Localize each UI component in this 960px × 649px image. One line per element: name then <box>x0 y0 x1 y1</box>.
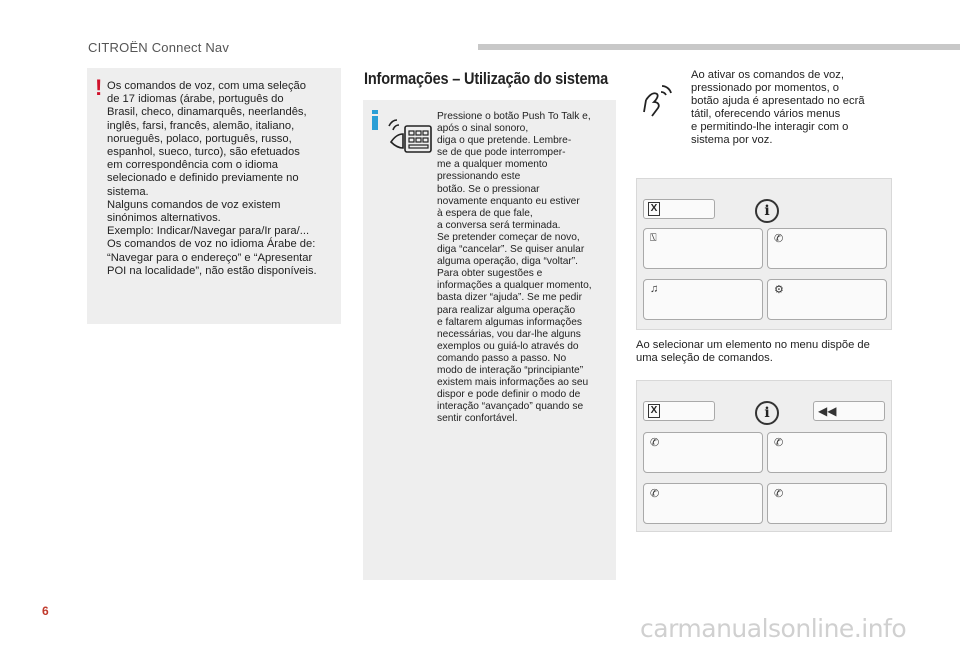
menu-button-media[interactable] <box>643 279 763 320</box>
header-title: CITROËN Connect Nav <box>88 40 230 55</box>
voice-command-icon <box>640 78 680 118</box>
push-to-talk-icon <box>385 112 433 154</box>
help-menu-screen <box>636 178 892 330</box>
warning-text: Os comandos de voz, com uma seleção de 17 idiomas (árabe, português do Brasil, checo, dinamarquês, neerlandês, inglês, farsi, francês, alemão, italiano, norueguês, polaco, português, russo, espanhol, sueco, turco), são efetuados em correspondência com o idioma selecionado e definido previamente no sistema. Nalguns comandos de voz existem sinónimos alternativos. Exemplo: Indicar/Navegar para/Ir para/... Os comandos de voz no idioma Árabe de: “Navegar para o endereço” e “Apresentar POI na localidade”, não estão disponíveis. <box>107 80 317 277</box>
phone-icon: ✆ <box>650 437 660 449</box>
phone-icon: ✆ <box>774 233 784 245</box>
watermark: carmanualsonline.info <box>640 614 907 643</box>
select-text: Ao selecionar um elemento no menu dispõe de uma seleção de comandos. <box>636 339 870 365</box>
navigation-icon: ⍂ <box>650 232 657 244</box>
close-button[interactable] <box>643 199 715 219</box>
phone-icon: ✆ <box>774 488 784 500</box>
back-button[interactable] <box>813 401 885 421</box>
music-icon: ♫ <box>650 283 659 295</box>
section-title: Informações – Utilização do sistema <box>364 70 608 88</box>
close-icon: X <box>648 202 660 216</box>
command-button-2[interactable] <box>767 432 887 473</box>
phone-icon: ✆ <box>650 488 660 500</box>
menu-button-phone[interactable] <box>767 228 887 269</box>
command-menu-screen <box>636 380 892 532</box>
header-bar <box>478 44 960 50</box>
page-number: 6 <box>42 604 49 618</box>
command-button-3[interactable] <box>643 483 763 524</box>
command-button-4[interactable] <box>767 483 887 524</box>
info-box <box>363 100 616 580</box>
warning-box <box>87 68 341 324</box>
menu-button-navigation[interactable] <box>643 228 763 269</box>
help-info-icon[interactable]: i <box>755 401 779 425</box>
voice-text: Ao ativar os comandos de voz, pressionado por momentos, o botão ajuda é apresentado no ecrã tátil, oferecendo vários menus e permitindo-lhe interagir com o sistema por voz. <box>691 69 865 147</box>
info-icon <box>371 110 379 130</box>
exclamation-icon: ! <box>95 75 103 100</box>
command-button-1[interactable] <box>643 432 763 473</box>
close-icon: X <box>648 404 660 418</box>
gear-icon: ⚙ <box>774 284 784 296</box>
back-icon: ◀◀ <box>818 404 837 418</box>
close-button[interactable] <box>643 401 715 421</box>
phone-icon: ✆ <box>774 437 784 449</box>
info-text: Pressione o botão Push To Talk e, após o sinal sonoro, diga o que pretende. Lembre- se de que pode interromper- me a qualquer momento pressionando este botão. Se o pressionar novamente enquanto eu estiver à espera de que fale, a conversa será terminada. Se pretender começar de novo, diga “cancelar”. Se quiser anular alguma operação, diga “voltar”. Para obter sugestões e informações a qualquer momento, basta dizer “ajuda”. Se me pedir para realizar alguma operação e faltarem algumas informações necessárias, vou dar-lhe alguns exemplos ou guiá-lo através do comando passo a passo. No modo de interação “principiante” existem mais informações ao seu dispor e pode definir o modo de interação “avançado” quando se sentir confortável. <box>437 111 592 425</box>
menu-button-settings[interactable] <box>767 279 887 320</box>
help-info-icon[interactable]: i <box>755 199 779 223</box>
